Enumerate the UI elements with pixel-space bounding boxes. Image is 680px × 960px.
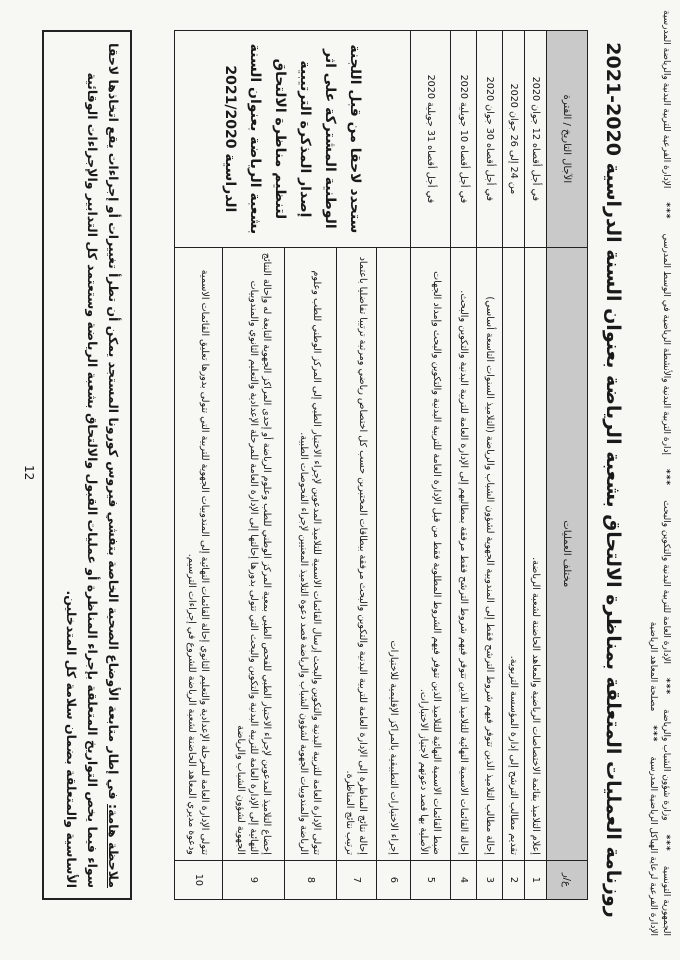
important-note <box>42 30 132 900</box>
column-header-operations: مختلف العمليات <box>547 247 588 860</box>
row-number: 1 <box>525 860 547 899</box>
row-operation: إخضاع التلاميذ المدعوين لإجراء الاختبار الطبي للفحص الطبي بمعية المركز الوطني للطب وعلوم الرياضة أو إحدى المراكز الجهوية التابعة له وإحالة النتائج النهائية إلى الإدارة العامة للتربية البدنية والتكوين والبحث التي تتولى بدورها إحالتها إلى الإدارة العامة للمرحلة الإعدادية والتعليم الثانوي والمندوبيات الجهوية لشؤون الشباب والرياضة <box>223 247 285 860</box>
row-number: 4 <box>451 860 477 899</box>
row-number: 9 <box>223 860 285 899</box>
row-deadline: في أجل أقصاه 30 جوان 2020 <box>477 31 503 248</box>
table-row <box>503 31 525 900</box>
row-operation: تقديم مطالب الترشح إلى إدارة المؤسسة التربوية. <box>503 247 525 860</box>
row-number: 6 <box>377 860 411 899</box>
header-item: الإدارة العامة للتربية البدنية والتكوين والبحث <box>661 500 671 664</box>
row-deadline: في أجل أقصاه 12 جوان 2020 <box>525 31 547 248</box>
table-row <box>377 31 411 900</box>
row-operation: إعلام التلاميذ بقائمة الاختصاصات الرياضية والمعاهد الحاضنة لشعبة الرياضة. <box>525 247 547 860</box>
row-number: 3 <box>477 860 503 899</box>
table-row <box>451 31 477 900</box>
column-header-num: ع/ر <box>547 860 588 899</box>
note-text: في إطار متابعة الأوضاع الصحية الخاصة بتفشي فيروس كورونا المستجد يمكن أن تطرأ تغييرات أو إجراءات يقع اتخاذها لاحقا سواء فيما يخص التواريخ المتعلقة بإجراء المناظرة أو عمليات القبول والالتحاق بشعبة الرياضة وستعتمد كل التدابير والإجراءات الوقائية الأساسية والمتعلقة بضمان سلامة كل المتدخلين. <box>64 43 121 888</box>
row-operation: إحالة نتائج المناظرة إلى الإدارة العامة للتربية البدنية والتكوين والبحث مرفقة ببطاقات المختبرين حسب كل اختصاص رياضي ومرتبة ترتيبا تفاضليا باعتماد ترتيب نتائج المناظرة. <box>337 247 377 860</box>
row-deadline-merged: ستحدد لاحقا من قبل اللجنة الوطنية المشتركة على اثر إصدار المذكرة الترتيبية لتنظيم مناظرة الالتحاق بشعبة الرياضة بعنوان السنة الدراسية 2021/2020 <box>175 31 411 248</box>
header-line-1 <box>659 10 672 936</box>
operations-table <box>174 30 588 900</box>
table-header-row <box>547 31 588 900</box>
row-number: 8 <box>285 860 337 899</box>
table-row <box>525 31 547 900</box>
row-deadline: في أجل أقصاه 10 جويلية 2020 <box>451 31 477 248</box>
header-separator: *** <box>648 725 658 743</box>
row-number: 7 <box>337 860 377 899</box>
header-separator: *** <box>661 468 671 487</box>
table-row <box>477 31 503 900</box>
ministry-header <box>646 10 672 936</box>
header-line-2 <box>646 31 659 936</box>
row-number: 5 <box>411 860 451 899</box>
header-item: الجمهورية التونسية <box>661 865 671 936</box>
row-number: 2 <box>503 860 525 899</box>
note-label: ملاحظة هامة: <box>106 803 121 888</box>
row-number: 10 <box>175 860 223 899</box>
column-header-deadline: الآجال التاريخ / الفترة <box>547 31 588 248</box>
header-item: إدارة التربية البدنية والأنشطة الرياضية في الوسط المدرسي <box>661 233 671 455</box>
page-number: 12 <box>22 465 36 481</box>
header-item: وزارة شؤون الشباب والرياضة <box>661 709 671 821</box>
page-title: روزنامة العمليات المتعلقة بمناظرة الالتحاق بشعبة الرياضة بعنوان السنة الدراسية 2020-2021 <box>602 42 624 918</box>
header-item: الإدارة الفرعية لرعاية الهياكل الرياضية المدرسية <box>648 756 658 936</box>
header-item: الإدارة الفرعية للتربية البدنية والرياضة المدرسية <box>661 10 671 189</box>
row-deadline: من 24 إلى 26 جوان 2020 <box>503 31 525 248</box>
table-body <box>175 31 547 900</box>
table-row <box>411 31 451 900</box>
row-operation: تتولى الإدارة العامة للمرحلة الإعدادية والتعليم الثانوي إحالة القائمات النهائية إلى المندوبيات الجهوية للتربية التي تتولى بدورها تعليق القائمات الاسمية ودعوة مديري المعاهد الحاضنة لشعبة الرياضة للشروع في إجراءات الترسيم. <box>175 247 223 860</box>
row-operation: إحالة القائمات الاسمية النهائية للتلاميذ الذين تتوفر فيهم شروط الترشح فقط مرفقة بمطالبهم إلى الإدارة العامة للتربية البدنية والتكوين والبحث. <box>451 247 477 860</box>
header-separator: *** <box>661 834 671 852</box>
row-operation: تتولى الإدارة العامة للتربية البدنية والتكوين والبحث إرسال القائمات الاسمية للتلاميذ المدعوين لإجراء الاختبار الطبي إلى المركز الوطني للطب وعلوم الرياضة والمندوبيات الجهوية لشؤون الشباب والرياضة قصد دعوة التلاميذ المعنيين لإجراء الفحوصات الطبية. <box>285 247 337 860</box>
row-deadline: في أجل أقصاه 31 جويلية 2020 <box>411 31 451 248</box>
row-operation: إجراء الاختبارات التطبيقية بالمراكز الإقليمية للاختبارات <box>377 247 411 860</box>
row-operation: إحالة مطالب التلاميذ الذين تتوفر فيهم شروط الترشح فقط إلى المندوبية الجهوية لشؤون الشباب والرياضة (التلاميذ السنوات التاسعة أساسي) <box>477 247 503 860</box>
row-operation: ضبط القائمات الاسمية النهائية للتلاميذ الذين تتوفر فيهم الشروط المطلوبة فقط من قبل الإدارة العامة للتربية البدنية والتكوين والبحث وإمداد الجهات الأصلية بها قصد دعوتهم لاجتياز الاختبارات. <box>411 247 451 860</box>
header-item: مصلحة المعاهد الرياضية <box>648 621 658 712</box>
header-separator: *** <box>661 202 671 220</box>
header-separator: *** <box>661 678 671 696</box>
